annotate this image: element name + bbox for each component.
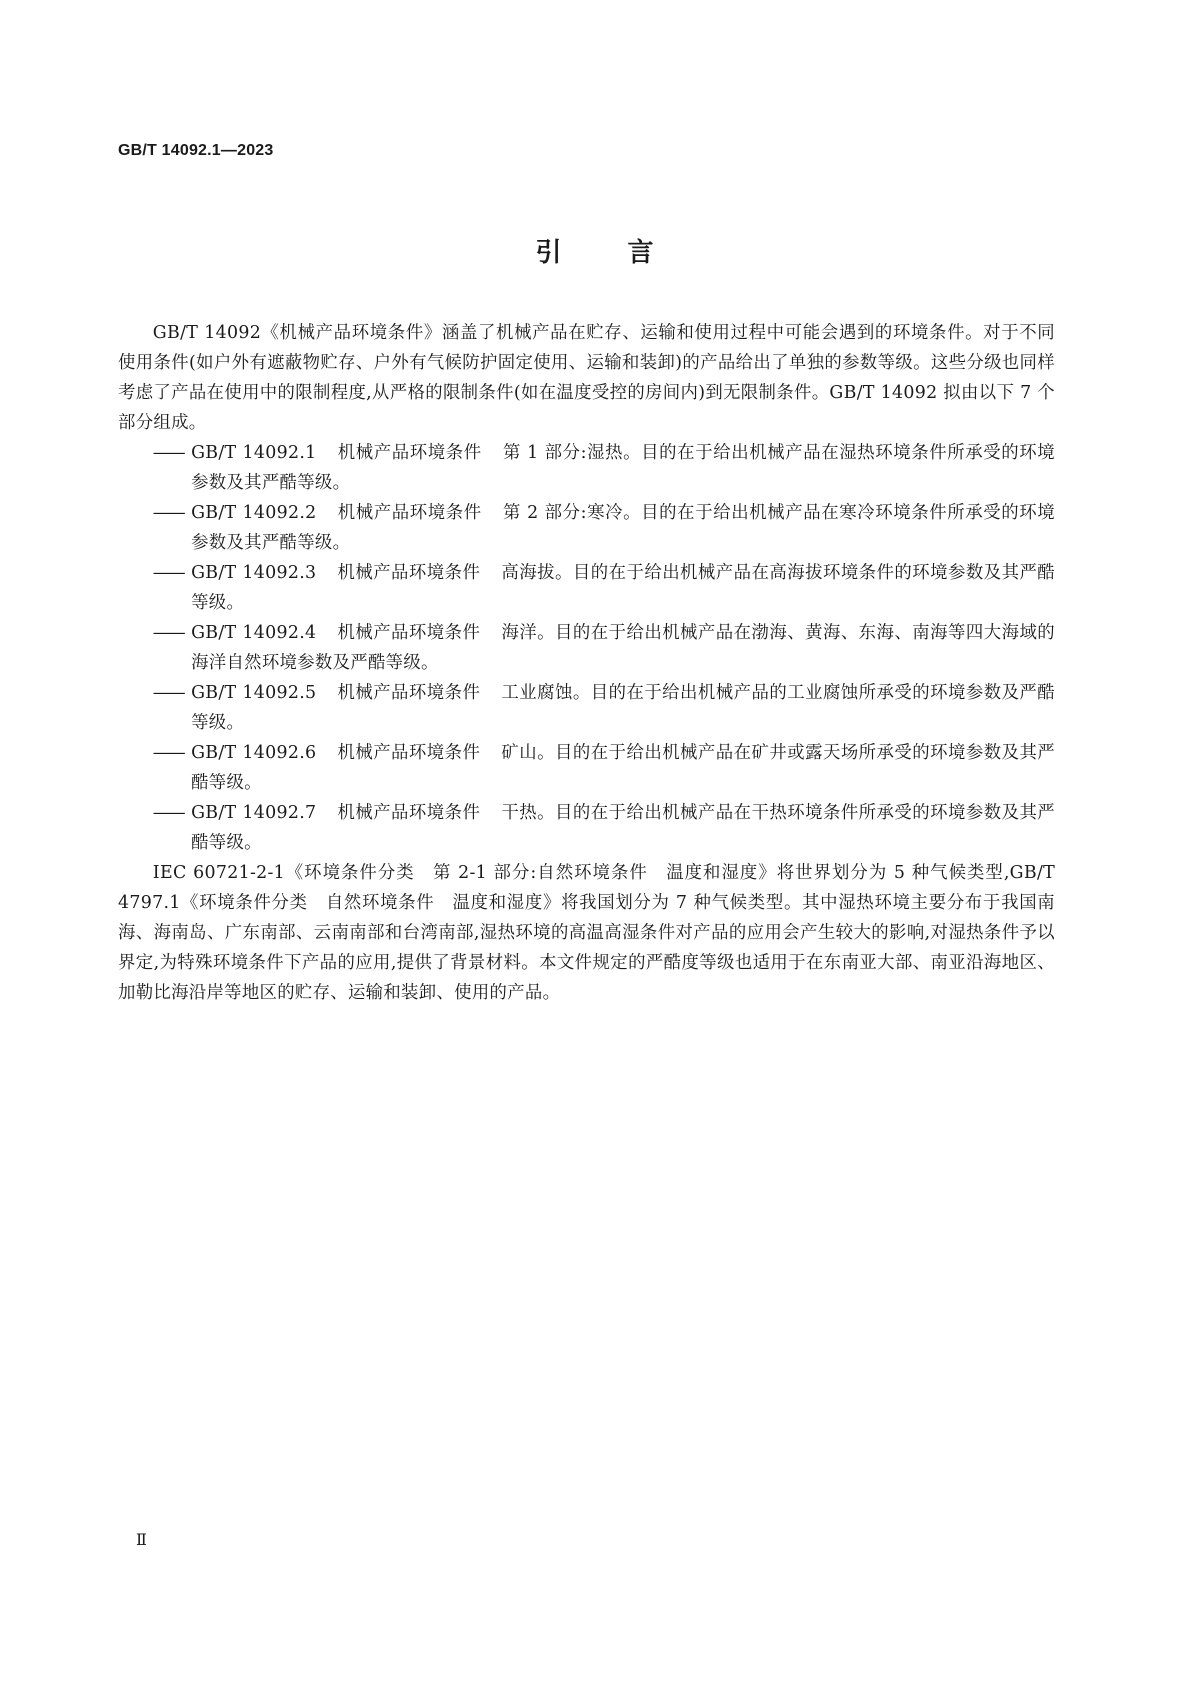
part-subtitle: 矿山。 bbox=[501, 743, 556, 763]
part-description: 目的在于给出机械产品在干热环境条件所承受的环境参数及其严酷等级。 bbox=[191, 803, 1055, 853]
dash-marker: —— bbox=[152, 623, 184, 643]
part-code: GB/T 14092.7 bbox=[191, 803, 317, 823]
list-item bbox=[118, 738, 1055, 798]
page-title bbox=[0, 232, 1191, 269]
part-code: GB/T 14092.6 bbox=[191, 743, 317, 763]
part-title: 机械产品环境条件 bbox=[337, 623, 481, 643]
part-title: 机械产品环境条件 bbox=[337, 743, 481, 763]
part-description: 目的在于给出机械产品在寒冷环境条件所承受的环境参数及其严酷等级。 bbox=[191, 503, 1055, 553]
part-subtitle: 第 2 部分:寒冷。 bbox=[502, 503, 642, 523]
list-item bbox=[118, 678, 1055, 738]
dash-marker: —— bbox=[152, 443, 184, 463]
part-description: 目的在于给出机械产品在矿井或露天场所承受的环境参数及其严酷等级。 bbox=[191, 743, 1055, 793]
part-subtitle: 干热。 bbox=[501, 803, 556, 823]
part-description: 目的在于给出机械产品在高海拔环境条件的环境参数及其严酷等级。 bbox=[191, 563, 1055, 613]
part-title: 机械产品环境条件 bbox=[337, 563, 481, 583]
closing-paragraph: IEC 60721-2-1《环境条件分类 第 2-1 部分:自然环境条件 温度和湿度》将世界划分为 5 种气候类型,GB/T 4797.1《环境条件分类 自然环境条件 温度和湿度》将我国划分为 7 种气候类型。其中湿热环境主要分布于我国南海、海南岛、广东南部、云南南部和台湾南部,湿热环境的高温高湿条件对产品的应用会产生较大的影响,对湿热条件予以界定,为特殊环境条件下产品的应用,提供了背景材料。本文件规定的严酷度等级也适用于在东南亚大部、南亚沿海地区、加勒比海沿岸等地区的贮存、运输和装卸、使用的产品。 bbox=[118, 863, 1055, 1003]
list-item bbox=[118, 618, 1055, 678]
part-subtitle: 第 1 部分:湿热。 bbox=[502, 443, 642, 463]
dash-marker: —— bbox=[152, 803, 184, 823]
dash-marker: —— bbox=[152, 683, 184, 703]
title-char-1: 引 bbox=[535, 238, 564, 268]
introduction-body bbox=[118, 318, 1055, 1008]
part-code: GB/T 14092.2 bbox=[191, 503, 317, 523]
dash-marker: —— bbox=[152, 743, 184, 763]
part-title: 机械产品环境条件 bbox=[337, 443, 482, 463]
standard-code-header: GB/T 14092.1—2023 bbox=[118, 142, 274, 159]
part-subtitle: 海洋。 bbox=[501, 623, 556, 643]
part-description: 目的在于给出机械产品在渤海、黄海、东海、南海等四大海域的海洋自然环境参数及严酷等级。 bbox=[191, 623, 1055, 673]
part-description: 目的在于给出机械产品的工业腐蚀所承受的环境参数及严酷等级。 bbox=[191, 683, 1055, 733]
list-item bbox=[118, 558, 1055, 618]
part-subtitle: 工业腐蚀。 bbox=[501, 683, 591, 703]
intro-paragraph: GB/T 14092《机械产品环境条件》涵盖了机械产品在贮存、运输和使用过程中可能会遇到的环境条件。对于不同使用条件(如户外有遮蔽物贮存、户外有气候防护固定使用、运输和装卸)的产品给出了单独的参数等级。这些分级也同样考虑了产品在使用中的限制程度,从严格的限制条件(如在温度受控的房间内)到无限制条件。GB/T 14092 拟由以下 7 个部分组成。 bbox=[118, 323, 1055, 433]
title-char-2: 言 bbox=[627, 238, 656, 268]
list-item bbox=[118, 438, 1055, 498]
parts-list bbox=[118, 438, 1055, 858]
page-number: Ⅱ bbox=[136, 1530, 146, 1549]
part-title: 机械产品环境条件 bbox=[337, 803, 481, 823]
part-title: 机械产品环境条件 bbox=[337, 503, 482, 523]
dash-marker: —— bbox=[152, 503, 184, 523]
part-title: 机械产品环境条件 bbox=[337, 683, 481, 703]
part-code: GB/T 14092.3 bbox=[191, 563, 317, 583]
list-item bbox=[118, 498, 1055, 558]
list-item bbox=[118, 798, 1055, 858]
dash-marker: —— bbox=[152, 563, 184, 583]
part-subtitle: 高海拔。 bbox=[501, 563, 573, 583]
part-code: GB/T 14092.5 bbox=[191, 683, 317, 703]
part-code: GB/T 14092.1 bbox=[191, 443, 317, 463]
part-description: 目的在于给出机械产品在湿热环境条件所承受的环境参数及其严酷等级。 bbox=[191, 443, 1055, 493]
part-code: GB/T 14092.4 bbox=[191, 623, 317, 643]
